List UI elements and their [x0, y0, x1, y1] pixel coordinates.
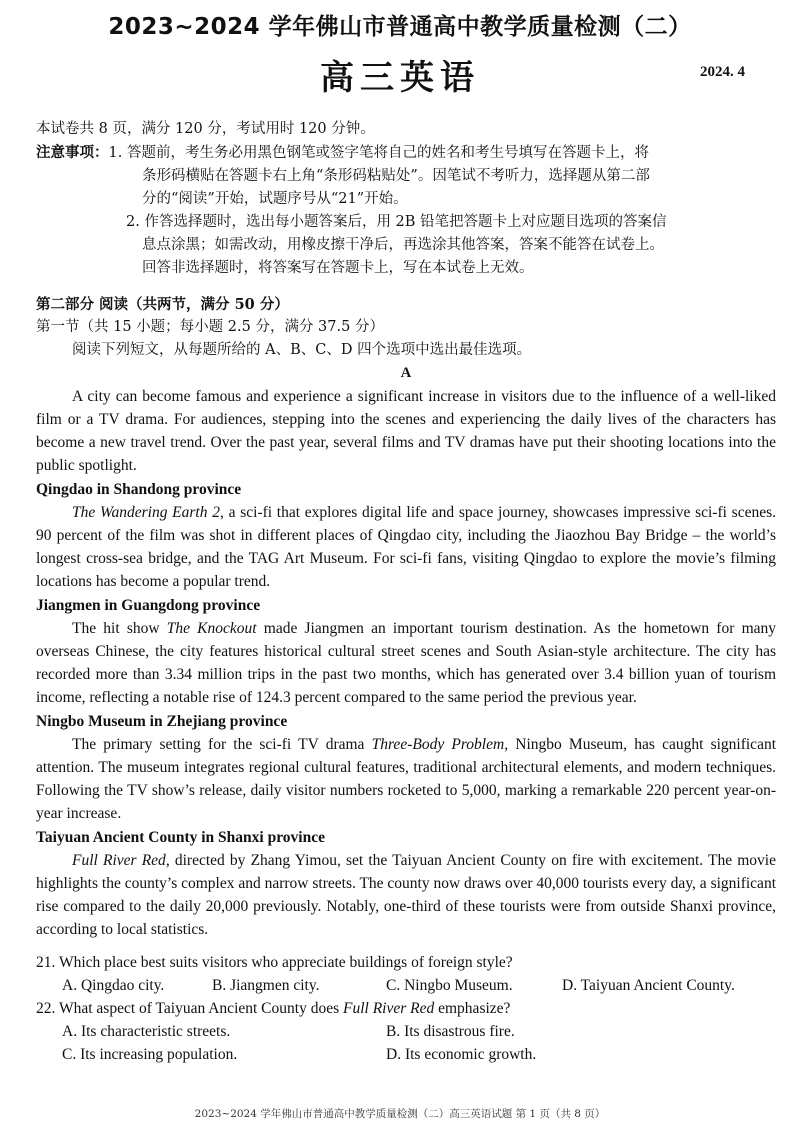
notes-label: 注意事项： — [36, 144, 109, 161]
sub-section-title: 第一节（共 15 小题；每小题 2.5 分，满分 37.5 分） — [36, 319, 384, 335]
heading-ningbo: Ningbo Museum in Zhejiang province — [36, 713, 288, 730]
option-b: B. Jiangmen city. — [212, 977, 320, 994]
heading-taiyuan: Taiyuan Ancient County in Shanxi province — [36, 829, 325, 846]
paragraph-taiyuan: Full River Red, directed by Zhang Yimou, set the Taiyuan Ancient County on fire with excitement. The movie highlights the county’s complex and narrow streets. The county now draws over 40,000 tourists every day, a significant rise compared to the daily 20,000 previously. Notably, one-third of these tourists were from outside Shanxi province, according to local statistics. — [36, 852, 776, 938]
paragraph-jiangmen: The hit show The Knockout made Jiangmen an important tourism destination. As the hometown for many overseas Chinese, the city features historical cultural street scenes and South Asian-style architecture. The city has recorded more than 3.34 million trips in the past two months, which has generated over 3.4 billion yuan of tourism income, reflecting a notable rise of 124.3 percent compared to the same period the previous year. — [36, 620, 777, 706]
passage-label: A — [400, 365, 412, 381]
passage — [36, 385, 776, 1066]
notes-item2-line1: 2. 作答选择题时，选出每小题答案后，用 2B 铅笔把答题卡上对应题目选项的答案信 — [126, 214, 667, 230]
option-d: D. Its economic growth. — [386, 1046, 537, 1063]
option-a: A. Qingdao city. — [62, 977, 165, 994]
part-title: 第二部分 阅读（共两节，满分 50 分） — [36, 296, 289, 313]
question-21: 21. Which place best suits visitors who appreciate buildings of foreign style? — [36, 954, 513, 971]
exam-date: 2024. 4 — [700, 64, 745, 80]
heading-qingdao: Qingdao in Shandong province — [36, 481, 242, 498]
exam-subject: 高三英语 — [320, 58, 480, 98]
option-d: D. Taiyuan Ancient County. — [562, 977, 735, 994]
heading-jiangmen: Jiangmen in Guangdong province — [36, 597, 261, 614]
question-22: 22. What aspect of Taiyuan Ancient County does Full River Red emphasize? — [36, 1000, 511, 1017]
notes-item2-line3: 回答非选择题时，将答案写在答题卡上，写在本试卷上无效。 — [142, 260, 534, 276]
option-a: A. Its characteristic streets. — [62, 1023, 231, 1040]
notes-item1-line1: 注意事项：1. 答题前，考生务必用黑色钢笔或签字笔将自己的姓名和考生号填写在答题卡上，将 — [36, 144, 649, 161]
exam-notes — [36, 118, 776, 280]
question-22-options-row1 — [36, 1020, 776, 1043]
option-c: C. Its increasing population. — [62, 1046, 238, 1063]
instruction: 阅读下列短文，从每题所给的 A、B、C、D 四个选项中选出最佳选项。 — [72, 342, 532, 358]
exam-title: 2023~2024 学年佛山市普通高中教学质量检测（二） — [108, 14, 692, 40]
paragraph-qingdao: The Wandering Earth 2, a sci-fi that explores digital life and space journey, showcases impressive sci-fi scenes. 90 percent of the film was shot in different places of Qingdao city, including the Jiaozhou Bay Bridge – the world’s longest cross-sea bridge, and the TAG Art Museum. For sci-fi fans, visiting Qingdao to explore the movie’s filming locations has become a popular trend. — [36, 504, 776, 590]
notes-item1-line3: 分的“阅读”开始，试题序号从“21”开始。 — [142, 191, 408, 207]
notes-intro: 本试卷共 8 页，满分 120 分，考试用时 120 分钟。 — [36, 121, 375, 137]
passage-intro: A city can become famous and experience a significant increase in visitors due to the influence of a well-liked film or a TV drama. For audiences, stepping into the scenes and experiencing the daily lives of the characters has become a new travel trend. Over the past year, several films and TV dramas have put their shooting locations into the public spotlight. — [36, 388, 776, 474]
page-footer: 2023~2024 学年佛山市普通高中教学质量检测（二）高三英语试题 第 1 页（共 8 页） — [194, 1108, 606, 1120]
notes-item2-line2: 息点涂黑；如需改动，用橡皮擦干净后，再选涂其他答案，答案不能答在试卷上。 — [142, 237, 664, 253]
option-c: C. Ningbo Museum. — [386, 977, 513, 994]
question-21-options — [36, 974, 776, 997]
paragraph-ningbo: The primary setting for the sci-fi TV drama Three-Body Problem, Ningbo Museum, has caught significant attention. The museum integrates regional cultural features, traditional architectural elements, and modern techniques. Following the TV show’s release, daily visitor numbers rocketed to 5,000, marking a remarkable 220 percent year-on-year increase. — [36, 736, 777, 822]
reading-section — [36, 293, 776, 1066]
question-22-options-row2 — [36, 1043, 776, 1066]
notes-item1-line2: 条形码横贴在答题卡右上角“条形码粘贴处”。因笔试不考听力，选择题从第二部 — [142, 168, 650, 184]
option-b: B. Its disastrous fire. — [386, 1023, 515, 1040]
